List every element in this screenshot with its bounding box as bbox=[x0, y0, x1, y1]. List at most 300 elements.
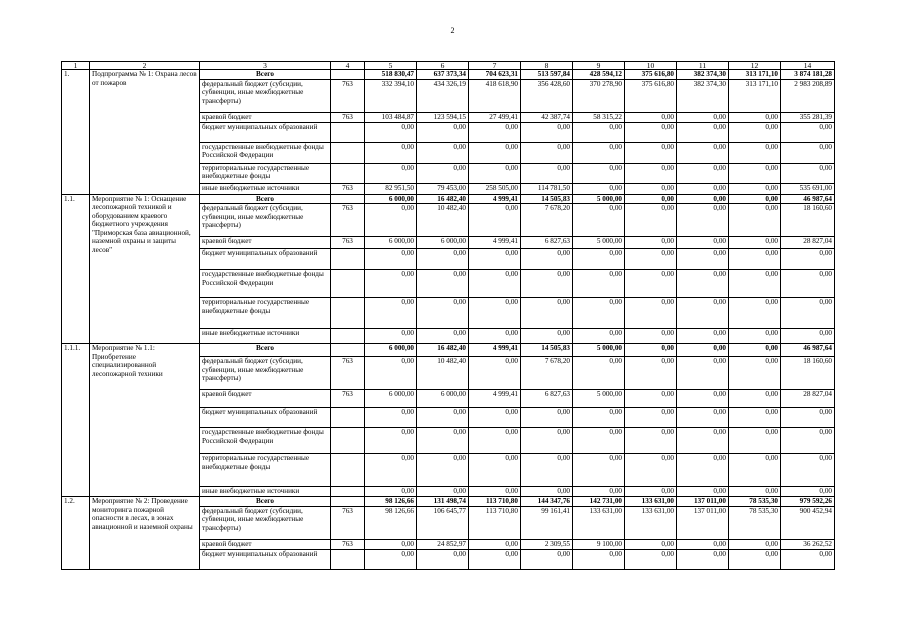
amount-cell: 42 387,74 bbox=[521, 112, 573, 122]
budget-code bbox=[331, 329, 365, 344]
budget-code: 763 bbox=[331, 357, 365, 390]
amount-cell: 79 453,00 bbox=[417, 183, 469, 194]
amount-cell: 142 731,00 bbox=[573, 497, 625, 507]
amount-cell: 0,00 bbox=[625, 163, 677, 183]
budget-code bbox=[331, 298, 365, 329]
amount-cell: 704 623,31 bbox=[469, 70, 521, 80]
amount-cell: 0,00 bbox=[469, 487, 521, 497]
budget-code bbox=[331, 408, 365, 428]
amount-cell: 0,00 bbox=[417, 298, 469, 329]
amount-cell: 0,00 bbox=[417, 408, 469, 428]
budget-code bbox=[331, 122, 365, 142]
amount-cell: 0,00 bbox=[625, 249, 677, 270]
amount-cell: 0,00 bbox=[729, 163, 781, 183]
amount-cell: 0,00 bbox=[625, 487, 677, 497]
amount-cell: 900 452,94 bbox=[781, 506, 835, 539]
budget-code: 763 bbox=[331, 237, 365, 249]
amount-cell: 0,00 bbox=[729, 122, 781, 142]
amount-cell: 131 498,74 bbox=[417, 497, 469, 507]
table-row-total bbox=[62, 344, 835, 357]
amount-cell: 0,00 bbox=[729, 549, 781, 569]
budget-code bbox=[331, 142, 365, 163]
amount-cell: 0,00 bbox=[521, 408, 573, 428]
amount-cell: 0,00 bbox=[573, 298, 625, 329]
budget-code bbox=[331, 497, 365, 507]
amount-cell: 0,00 bbox=[729, 142, 781, 163]
amount-cell: 0,00 bbox=[729, 329, 781, 344]
amount-cell: 0,00 bbox=[729, 298, 781, 329]
amount-cell: 5 000,00 bbox=[573, 237, 625, 249]
budget-code bbox=[331, 344, 365, 357]
funding-table bbox=[61, 61, 835, 570]
amount-cell: 58 315,22 bbox=[573, 112, 625, 122]
amount-cell: 0,00 bbox=[365, 270, 417, 298]
amount-cell: 113 710,80 bbox=[469, 497, 521, 507]
amount-cell: 0,00 bbox=[781, 249, 835, 270]
amount-cell: 5 000,00 bbox=[573, 390, 625, 408]
amount-cell: 0,00 bbox=[625, 204, 677, 237]
amount-cell: 18 160,60 bbox=[781, 357, 835, 390]
amount-cell: 4 999,41 bbox=[469, 390, 521, 408]
amount-cell: 137 011,00 bbox=[677, 506, 729, 539]
amount-cell: 0,00 bbox=[625, 237, 677, 249]
amount-cell: 0,00 bbox=[781, 298, 835, 329]
amount-cell: 0,00 bbox=[573, 454, 625, 487]
amount-cell: 0,00 bbox=[365, 454, 417, 487]
amount-cell: 0,00 bbox=[677, 298, 729, 329]
amount-cell: 0,00 bbox=[781, 408, 835, 428]
funding-source: Всего bbox=[200, 497, 331, 507]
amount-cell: 0,00 bbox=[573, 183, 625, 194]
row-number: 1.2. bbox=[62, 497, 90, 570]
amount-cell: 114 781,50 bbox=[521, 183, 573, 194]
column-header: 14 bbox=[781, 62, 835, 70]
amount-cell: 0,00 bbox=[625, 142, 677, 163]
funding-source: Всего bbox=[200, 70, 331, 80]
amount-cell: 0,00 bbox=[417, 454, 469, 487]
amount-cell: 7 678,20 bbox=[521, 204, 573, 237]
amount-cell: 99 161,41 bbox=[521, 506, 573, 539]
table-body bbox=[62, 62, 835, 570]
amount-cell: 0,00 bbox=[469, 270, 521, 298]
column-header: 1 bbox=[62, 62, 90, 70]
program-name: Мероприятие № 1.1: Приобретение специализированной лесопожарной техники bbox=[90, 344, 200, 497]
amount-cell: 0,00 bbox=[417, 329, 469, 344]
amount-cell: 82 951,50 bbox=[365, 183, 417, 194]
amount-cell: 0,00 bbox=[573, 122, 625, 142]
amount-cell: 0,00 bbox=[573, 329, 625, 344]
funding-source: государственные внебюджетные фонды Российской Федерации bbox=[200, 270, 331, 298]
amount-cell: 16 482,40 bbox=[417, 344, 469, 357]
amount-cell: 0,00 bbox=[781, 142, 835, 163]
amount-cell: 0,00 bbox=[677, 249, 729, 270]
amount-cell: 0,00 bbox=[625, 390, 677, 408]
amount-cell: 0,00 bbox=[729, 344, 781, 357]
column-header: 12 bbox=[729, 62, 781, 70]
amount-cell: 0,00 bbox=[365, 142, 417, 163]
amount-cell: 258 505,00 bbox=[469, 183, 521, 194]
amount-cell: 535 691,00 bbox=[781, 183, 835, 194]
column-header: 3 bbox=[200, 62, 331, 70]
amount-cell: 78 535,30 bbox=[729, 497, 781, 507]
budget-code: 763 bbox=[331, 183, 365, 194]
amount-cell: 0,00 bbox=[677, 270, 729, 298]
amount-cell: 0,00 bbox=[417, 428, 469, 454]
budget-code bbox=[331, 163, 365, 183]
amount-cell: 0,00 bbox=[469, 408, 521, 428]
funding-source: краевой бюджет bbox=[200, 390, 331, 408]
amount-cell: 0,00 bbox=[469, 539, 521, 549]
amount-cell: 4 999,41 bbox=[469, 237, 521, 249]
amount-cell: 46 987,64 bbox=[781, 344, 835, 357]
amount-cell: 0,00 bbox=[781, 270, 835, 298]
program-name: Подпрограмма № 1: Охрана лесов от пожаров bbox=[90, 70, 200, 195]
amount-cell: 106 645,77 bbox=[417, 506, 469, 539]
amount-cell: 0,00 bbox=[729, 454, 781, 487]
amount-cell: 0,00 bbox=[417, 122, 469, 142]
amount-cell: 27 499,41 bbox=[469, 112, 521, 122]
amount-cell: 0,00 bbox=[417, 549, 469, 569]
amount-cell: 24 852,97 bbox=[417, 539, 469, 549]
amount-cell: 513 597,84 bbox=[521, 70, 573, 80]
amount-cell: 6 000,00 bbox=[417, 390, 469, 408]
amount-cell: 0,00 bbox=[521, 122, 573, 142]
amount-cell: 133 631,00 bbox=[625, 497, 677, 507]
amount-cell: 0,00 bbox=[365, 487, 417, 497]
amount-cell: 98 126,66 bbox=[365, 506, 417, 539]
amount-cell: 0,00 bbox=[729, 112, 781, 122]
column-header: 6 bbox=[417, 62, 469, 70]
amount-cell: 0,00 bbox=[469, 249, 521, 270]
funding-source: бюджет муниципальных образований bbox=[200, 408, 331, 428]
funding-source: бюджет муниципальных образований bbox=[200, 249, 331, 270]
funding-source: территориальные государственные внебюджетные фонды bbox=[200, 163, 331, 183]
amount-cell: 0,00 bbox=[573, 487, 625, 497]
amount-cell: 0,00 bbox=[677, 122, 729, 142]
amount-cell: 103 484,87 bbox=[365, 112, 417, 122]
amount-cell: 0,00 bbox=[625, 344, 677, 357]
amount-cell: 434 326,19 bbox=[417, 79, 469, 112]
amount-cell: 375 616,80 bbox=[625, 70, 677, 80]
amount-cell: 0,00 bbox=[677, 237, 729, 249]
budget-code bbox=[331, 70, 365, 80]
amount-cell: 0,00 bbox=[729, 237, 781, 249]
program-name: Мероприятие № 2: Проведение мониторинга пожарной опасности в лесах, в зонах авиационной и наземной охраны bbox=[90, 497, 200, 570]
amount-cell: 0,00 bbox=[573, 428, 625, 454]
amount-cell: 2 983 208,89 bbox=[781, 79, 835, 112]
amount-cell: 28 827,04 bbox=[781, 390, 835, 408]
amount-cell: 0,00 bbox=[729, 408, 781, 428]
amount-cell: 0,00 bbox=[781, 163, 835, 183]
amount-cell: 0,00 bbox=[625, 539, 677, 549]
amount-cell: 0,00 bbox=[729, 357, 781, 390]
amount-cell: 0,00 bbox=[781, 549, 835, 569]
amount-cell: 0,00 bbox=[521, 487, 573, 497]
amount-cell: 0,00 bbox=[417, 249, 469, 270]
amount-cell: 0,00 bbox=[677, 487, 729, 497]
row-number: 1.1. bbox=[62, 194, 90, 344]
amount-cell: 98 126,66 bbox=[365, 497, 417, 507]
amount-cell: 356 428,60 bbox=[521, 79, 573, 112]
funding-source: Всего bbox=[200, 344, 331, 357]
amount-cell: 0,00 bbox=[521, 249, 573, 270]
amount-cell: 0,00 bbox=[677, 112, 729, 122]
amount-cell: 355 281,39 bbox=[781, 112, 835, 122]
amount-cell: 0,00 bbox=[625, 194, 677, 204]
column-header: 2 bbox=[90, 62, 200, 70]
amount-cell: 0,00 bbox=[469, 204, 521, 237]
amount-cell: 0,00 bbox=[625, 270, 677, 298]
amount-cell: 518 830,47 bbox=[365, 70, 417, 80]
funding-source: краевой бюджет bbox=[200, 112, 331, 122]
amount-cell: 313 171,10 bbox=[729, 70, 781, 80]
amount-cell: 0,00 bbox=[417, 270, 469, 298]
amount-cell: 0,00 bbox=[365, 329, 417, 344]
amount-cell: 0,00 bbox=[417, 163, 469, 183]
row-number: 1. bbox=[62, 70, 90, 195]
amount-cell: 6 827,63 bbox=[521, 237, 573, 249]
amount-cell: 313 171,10 bbox=[729, 79, 781, 112]
amount-cell: 418 618,90 bbox=[469, 79, 521, 112]
amount-cell: 0,00 bbox=[573, 408, 625, 428]
amount-cell: 0,00 bbox=[573, 249, 625, 270]
table-row-total bbox=[62, 194, 835, 204]
amount-cell: 10 482,40 bbox=[417, 357, 469, 390]
budget-code bbox=[331, 270, 365, 298]
amount-cell: 0,00 bbox=[521, 549, 573, 569]
amount-cell: 0,00 bbox=[625, 112, 677, 122]
amount-cell: 0,00 bbox=[729, 487, 781, 497]
amount-cell: 0,00 bbox=[365, 408, 417, 428]
funding-source: Всего bbox=[200, 194, 331, 204]
amount-cell: 0,00 bbox=[469, 549, 521, 569]
amount-cell: 428 594,12 bbox=[573, 70, 625, 80]
amount-cell: 0,00 bbox=[365, 298, 417, 329]
amount-cell: 0,00 bbox=[625, 549, 677, 569]
amount-cell: 0,00 bbox=[417, 487, 469, 497]
amount-cell: 0,00 bbox=[729, 270, 781, 298]
amount-cell: 0,00 bbox=[677, 183, 729, 194]
column-header: 7 bbox=[469, 62, 521, 70]
row-number: 1.1.1. bbox=[62, 344, 90, 497]
amount-cell: 16 482,40 bbox=[417, 194, 469, 204]
amount-cell: 0,00 bbox=[417, 142, 469, 163]
amount-cell: 382 374,30 bbox=[677, 79, 729, 112]
column-header: 9 bbox=[573, 62, 625, 70]
amount-cell: 0,00 bbox=[625, 122, 677, 142]
table-row-total bbox=[62, 70, 835, 80]
funding-source: федеральный бюджет (субсидии, субвенции, иные межбюджетные трансферты) bbox=[200, 506, 331, 539]
budget-code: 763 bbox=[331, 112, 365, 122]
page-number: 2 bbox=[450, 26, 455, 35]
column-header: 11 bbox=[677, 62, 729, 70]
amount-cell: 7 678,20 bbox=[521, 357, 573, 390]
amount-cell: 133 631,00 bbox=[573, 506, 625, 539]
amount-cell: 9 100,00 bbox=[573, 539, 625, 549]
amount-cell: 6 000,00 bbox=[365, 390, 417, 408]
amount-cell: 0,00 bbox=[625, 329, 677, 344]
amount-cell: 5 000,00 bbox=[573, 344, 625, 357]
budget-code bbox=[331, 487, 365, 497]
amount-cell: 0,00 bbox=[677, 194, 729, 204]
funding-source: государственные внебюджетные фонды Российской Федерации bbox=[200, 428, 331, 454]
amount-cell: 5 000,00 bbox=[573, 194, 625, 204]
amount-cell: 6 000,00 bbox=[365, 194, 417, 204]
header-row bbox=[62, 62, 835, 70]
amount-cell: 0,00 bbox=[573, 357, 625, 390]
amount-cell: 0,00 bbox=[677, 163, 729, 183]
table-row-total bbox=[62, 497, 835, 507]
amount-cell: 0,00 bbox=[729, 204, 781, 237]
amount-cell: 0,00 bbox=[729, 539, 781, 549]
budget-code bbox=[331, 428, 365, 454]
amount-cell: 0,00 bbox=[365, 549, 417, 569]
amount-cell: 4 999,41 bbox=[469, 344, 521, 357]
amount-cell: 0,00 bbox=[625, 408, 677, 428]
amount-cell: 0,00 bbox=[677, 539, 729, 549]
amount-cell: 6 827,63 bbox=[521, 390, 573, 408]
amount-cell: 28 827,04 bbox=[781, 237, 835, 249]
column-header: 4 bbox=[331, 62, 365, 70]
amount-cell: 46 987,64 bbox=[781, 194, 835, 204]
funding-source: бюджет муниципальных образований bbox=[200, 549, 331, 569]
amount-cell: 0,00 bbox=[625, 298, 677, 329]
amount-cell: 0,00 bbox=[625, 357, 677, 390]
amount-cell: 0,00 bbox=[365, 249, 417, 270]
amount-cell: 0,00 bbox=[573, 549, 625, 569]
amount-cell: 0,00 bbox=[521, 298, 573, 329]
budget-code: 763 bbox=[331, 539, 365, 549]
amount-cell: 14 505,83 bbox=[521, 194, 573, 204]
amount-cell: 4 999,41 bbox=[469, 194, 521, 204]
amount-cell: 0,00 bbox=[677, 549, 729, 569]
amount-cell: 0,00 bbox=[677, 344, 729, 357]
funding-source: федеральный бюджет (субсидии, субвенции, иные межбюджетные трансферты) bbox=[200, 357, 331, 390]
budget-code: 763 bbox=[331, 204, 365, 237]
amount-cell: 0,00 bbox=[677, 408, 729, 428]
amount-cell: 0,00 bbox=[521, 270, 573, 298]
amount-cell: 0,00 bbox=[781, 487, 835, 497]
amount-cell: 0,00 bbox=[677, 357, 729, 390]
amount-cell: 0,00 bbox=[677, 142, 729, 163]
amount-cell: 0,00 bbox=[469, 357, 521, 390]
funding-source: территориальные государственные внебюджетные фонды bbox=[200, 454, 331, 487]
budget-code: 763 bbox=[331, 79, 365, 112]
amount-cell: 375 616,80 bbox=[625, 79, 677, 112]
amount-cell: 0,00 bbox=[625, 428, 677, 454]
amount-cell: 0,00 bbox=[365, 204, 417, 237]
funding-source: бюджет муниципальных образований bbox=[200, 122, 331, 142]
funding-source: федеральный бюджет (субсидии, субвенции, иные межбюджетные трансферты) bbox=[200, 79, 331, 112]
amount-cell: 0,00 bbox=[521, 142, 573, 163]
amount-cell: 133 631,00 bbox=[625, 506, 677, 539]
amount-cell: 2 309,55 bbox=[521, 539, 573, 549]
amount-cell: 78 535,30 bbox=[729, 506, 781, 539]
amount-cell: 18 160,60 bbox=[781, 204, 835, 237]
amount-cell: 123 594,15 bbox=[417, 112, 469, 122]
budget-code: 763 bbox=[331, 390, 365, 408]
amount-cell: 0,00 bbox=[365, 357, 417, 390]
amount-cell: 0,00 bbox=[677, 454, 729, 487]
amount-cell: 113 710,80 bbox=[469, 506, 521, 539]
amount-cell: 0,00 bbox=[729, 183, 781, 194]
amount-cell: 0,00 bbox=[677, 428, 729, 454]
amount-cell: 979 592,26 bbox=[781, 497, 835, 507]
funding-source: иные внебюджетные источники bbox=[200, 487, 331, 497]
amount-cell: 3 874 181,28 bbox=[781, 70, 835, 80]
amount-cell: 0,00 bbox=[365, 539, 417, 549]
funding-source: иные внебюджетные источники bbox=[200, 329, 331, 344]
column-header: 5 bbox=[365, 62, 417, 70]
amount-cell: 0,00 bbox=[469, 142, 521, 163]
amount-cell: 0,00 bbox=[677, 329, 729, 344]
amount-cell: 10 482,40 bbox=[417, 204, 469, 237]
funding-source: краевой бюджет bbox=[200, 539, 331, 549]
budget-code bbox=[331, 454, 365, 487]
amount-cell: 0,00 bbox=[469, 163, 521, 183]
amount-cell: 0,00 bbox=[573, 204, 625, 237]
budget-code bbox=[331, 549, 365, 569]
amount-cell: 36 262,52 bbox=[781, 539, 835, 549]
amount-cell: 0,00 bbox=[625, 454, 677, 487]
amount-cell: 6 000,00 bbox=[417, 237, 469, 249]
amount-cell: 137 011,00 bbox=[677, 497, 729, 507]
amount-cell: 0,00 bbox=[469, 329, 521, 344]
amount-cell: 637 373,34 bbox=[417, 70, 469, 80]
amount-cell: 382 374,30 bbox=[677, 70, 729, 80]
program-name: Мероприятие № 1: Оснащение лесопожарной техникой и оборудованием краевого бюджетного учреждения "Приморская база авиационной, наземной охраны и защиты лесов" bbox=[90, 194, 200, 344]
amount-cell: 0,00 bbox=[469, 298, 521, 329]
amount-cell: 0,00 bbox=[781, 454, 835, 487]
column-header: 8 bbox=[521, 62, 573, 70]
amount-cell: 0,00 bbox=[677, 390, 729, 408]
amount-cell: 0,00 bbox=[521, 329, 573, 344]
funding-source: краевой бюджет bbox=[200, 237, 331, 249]
amount-cell: 0,00 bbox=[365, 428, 417, 454]
amount-cell: 0,00 bbox=[729, 428, 781, 454]
column-header: 10 bbox=[625, 62, 677, 70]
amount-cell: 6 000,00 bbox=[365, 344, 417, 357]
amount-cell: 0,00 bbox=[729, 249, 781, 270]
amount-cell: 0,00 bbox=[573, 163, 625, 183]
amount-cell: 0,00 bbox=[469, 454, 521, 487]
amount-cell: 0,00 bbox=[625, 183, 677, 194]
amount-cell: 0,00 bbox=[729, 194, 781, 204]
amount-cell: 6 000,00 bbox=[365, 237, 417, 249]
amount-cell: 0,00 bbox=[365, 163, 417, 183]
amount-cell: 0,00 bbox=[781, 122, 835, 142]
amount-cell: 0,00 bbox=[365, 122, 417, 142]
amount-cell: 0,00 bbox=[469, 122, 521, 142]
budget-code bbox=[331, 194, 365, 204]
amount-cell: 0,00 bbox=[521, 428, 573, 454]
amount-cell: 0,00 bbox=[521, 163, 573, 183]
amount-cell: 0,00 bbox=[781, 428, 835, 454]
funding-source: государственные внебюджетные фонды Российской Федерации bbox=[200, 142, 331, 163]
amount-cell: 332 394,10 bbox=[365, 79, 417, 112]
amount-cell: 0,00 bbox=[573, 142, 625, 163]
funding-source: федеральный бюджет (субсидии, субвенции, иные межбюджетные трансферты) bbox=[200, 204, 331, 237]
amount-cell: 0,00 bbox=[573, 270, 625, 298]
amount-cell: 0,00 bbox=[677, 204, 729, 237]
amount-cell: 0,00 bbox=[729, 390, 781, 408]
budget-code: 763 bbox=[331, 506, 365, 539]
amount-cell: 370 278,90 bbox=[573, 79, 625, 112]
budget-code bbox=[331, 249, 365, 270]
amount-cell: 0,00 bbox=[781, 329, 835, 344]
amount-cell: 0,00 bbox=[521, 454, 573, 487]
funding-source: иные внебюджетные источники bbox=[200, 183, 331, 194]
